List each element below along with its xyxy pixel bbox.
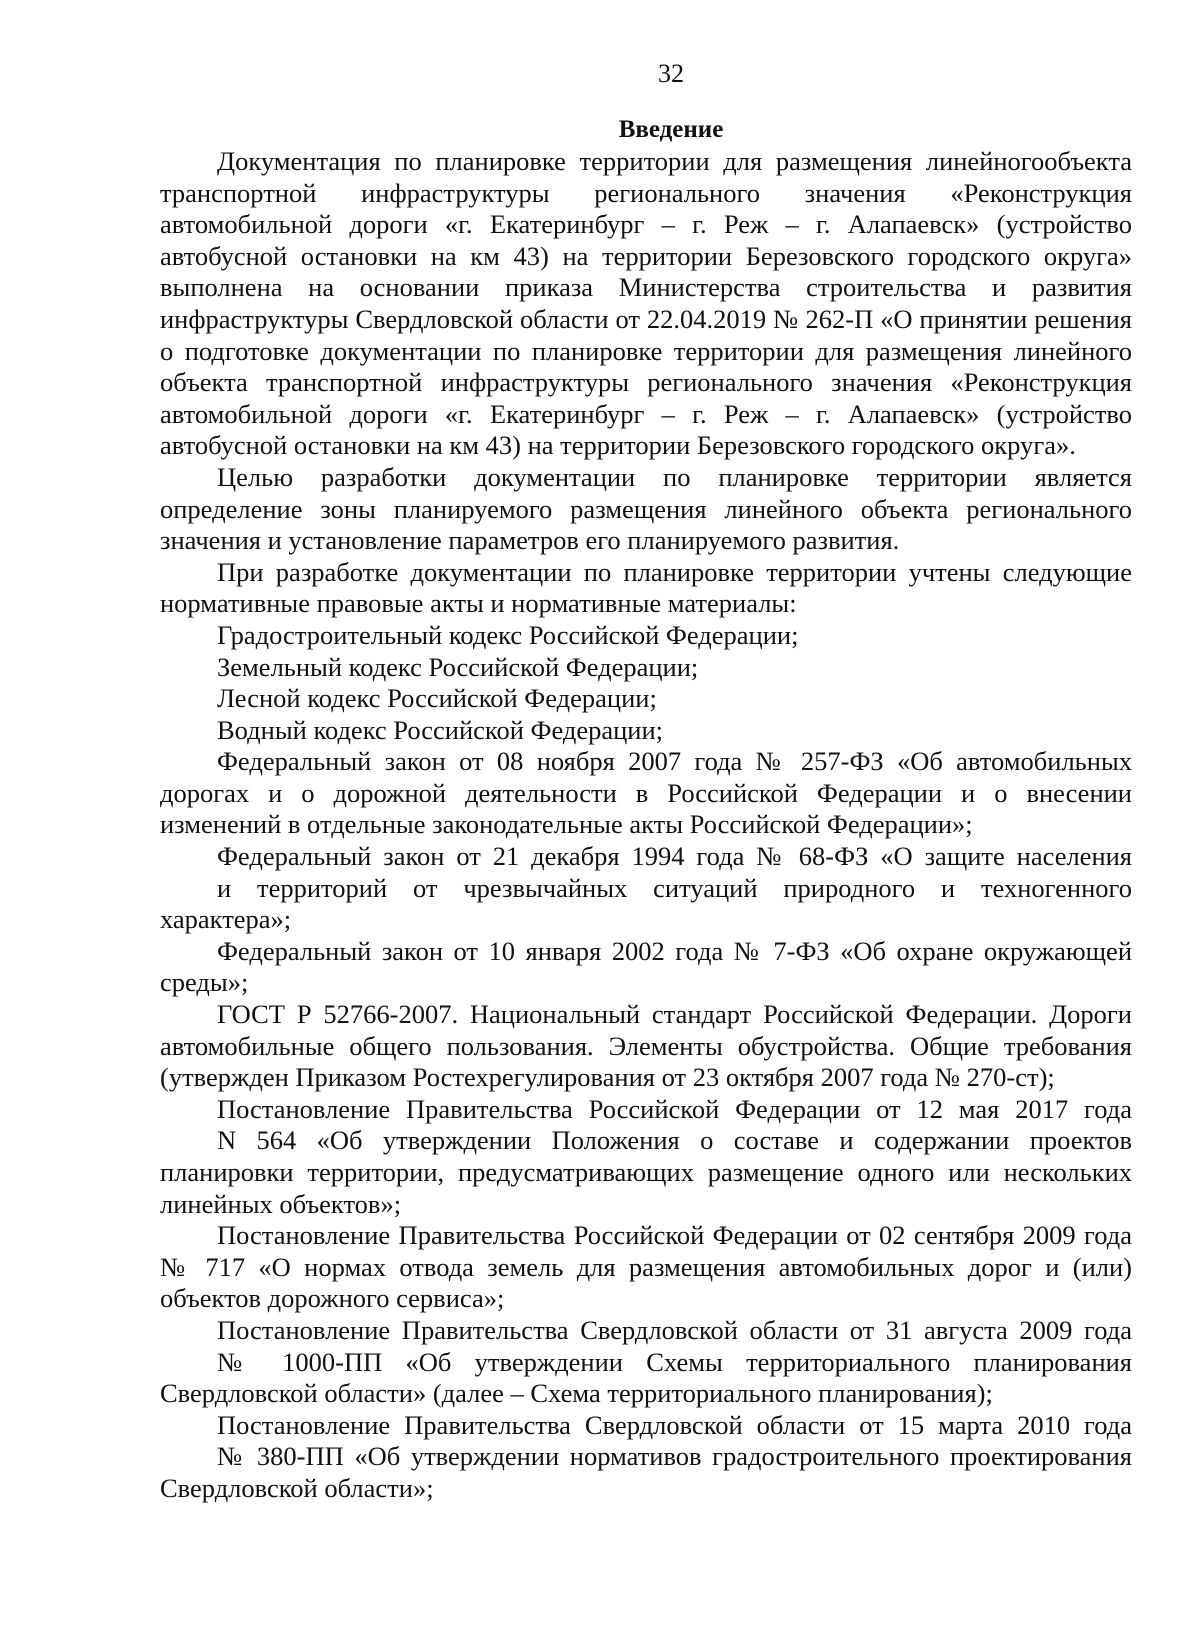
list-item: № 1000-ПП «Об утверждении Схемы территориального планирования Свердловской области» (далее – Схема территориального планирования); xyxy=(160,1346,1132,1409)
paragraph-goal: Целью разработки документации по планировке территории является определение зоны планируемого размещения линейного объекта регионального значения и установление параметров его планируемого развития. xyxy=(160,461,1132,556)
list-item: Водный кодекс Российской Федерации; xyxy=(217,714,664,745)
list-item: Земельный кодекс Российской Федерации; xyxy=(217,651,699,682)
list-item: и территорий от чрезвычайных ситуаций природного и техногенного характера»; xyxy=(160,872,1132,935)
list-item: Лесной кодекс Российской Федерации; xyxy=(217,683,657,714)
paragraph-intro-basis: Документация по планировке территории для размещения линейногообъекта транспортной инфраструктуры регионального значения «Реконструкция автомобильной дороги «г. Екатеринбург – г. Реж – г. Алапаевск» (устройство автобусной остановки на км 43) на территории Березовского городского округа» выполнена на основании приказа Министерства строительства и развития инфраструктуры Свердловской области от 22.04.2019 № 262-П «О принятии решения о подготовке документации по планировке территории для размещения линейного объекта транспортной инфраструктуры регионального значения «Реконструкция автомобильной дороги «г. Екатеринбург – г. Реж – г. Алапаевск» (устройство автобусной остановки на км 43) на территории Березовского городского округа». xyxy=(160,146,1132,461)
body-text xyxy=(160,146,1132,1505)
list-item: ГОСТ Р 52766-2007. Национальный стандарт Российской Федерации. Дороги автомобильные общего пользования. Элементы обустройства. Общие требования (утвержден Приказом Ростехрегулирования от 23 октября 2007 года № 270-ст); xyxy=(160,999,1132,1093)
list-item: Постановление Правительства Свердловской области от 15 марта 2010 года xyxy=(217,1409,1132,1440)
list-item: Постановление Правительства Российской Федерации от 12 мая 2017 года xyxy=(217,1093,1132,1124)
paragraph-acts-intro: При разработке документации по планировке территории учтены следующие нормативные правовые акты и нормативные материалы: xyxy=(160,556,1132,619)
list-item: N 564 «Об утверждении Положения о составе и содержании проектов планировки территории, предусматривающих размещение одного или нескольких линейных объектов»; xyxy=(160,1125,1132,1219)
list-item: Федеральный закон от 08 ноября 2007 года № 257-ФЗ «Об автомобильных дорогах и о дорожной деятельности в Российской Федерации и о внесении изменений в отдельные законодательные акты Российской Федерации»; xyxy=(160,746,1132,840)
list-item: Постановление Правительства Российской Федерации от 02 сентября 2009 года № 717 «О нормах отвода земель для размещения автомобильных дорог и (или) объектов дорожного сервиса»; xyxy=(160,1220,1132,1314)
list-item: № 380-ПП «Об утверждении нормативов градостроительного проектирования Свердловской области»; xyxy=(160,1441,1132,1503)
section-heading: Введение xyxy=(618,116,724,143)
list-item: Постановление Правительства Свердловской области от 31 августа 2009 года xyxy=(217,1314,1132,1345)
list-item: Градостроительный кодекс Российской Федерации; xyxy=(217,619,799,650)
list-item: Федеральный закон от 10 января 2002 года № 7-ФЗ «Об охране окружающей среды»; xyxy=(160,935,1132,998)
page-number: 32 xyxy=(658,59,684,88)
list-item: Федеральный закон от 21 декабря 1994 года № 68-ФЗ «О защите населения xyxy=(217,841,1132,872)
